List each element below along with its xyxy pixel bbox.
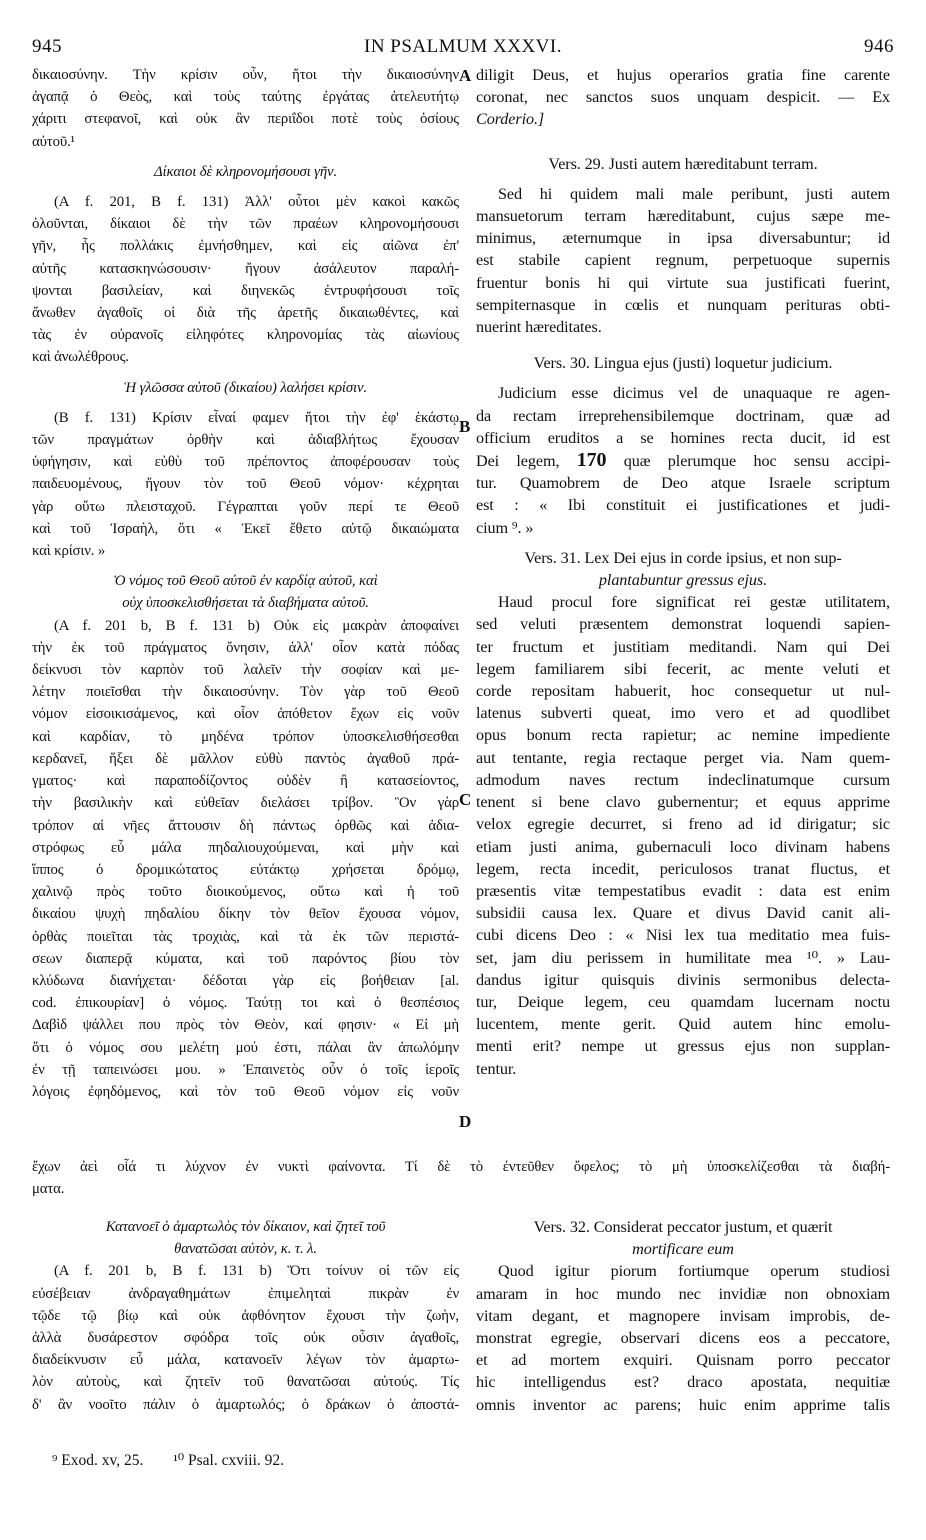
latin-text-line: aut tentante, regia rectaque perget via. Nam quem- bbox=[476, 748, 890, 767]
latin-text-line: Haud procul fore significat rei gestæ utilitatem, bbox=[498, 593, 890, 612]
greek-text-line: (A f. 201 b, B f. 131 b) Ὅτι τοίνυν οἱ τῶν εἰς bbox=[54, 1263, 459, 1280]
greek-text-line: δικαίου ψυχὴ πηδαλίου δίκην τὸν θεῖον ἔχουσα νόμον, bbox=[32, 906, 459, 923]
full-width-greek-line bbox=[32, 1156, 890, 1200]
latin-text-line: ter fructum et justitiam meditandi. Nam qui Dei bbox=[476, 637, 890, 656]
greek-text-line: τῶν πραγμάτων ὀρθὴν καὶ ἀδιαβλήτως ἔχουσαν bbox=[32, 432, 459, 449]
latin-text-line bbox=[476, 145, 890, 153]
margin-letter-b: B bbox=[459, 417, 471, 436]
greek-text-line: ὑφήγησιν, καὶ εὐθὺ τοῦ πρέποντος ἀποφέρουσαν τοὺς bbox=[32, 454, 459, 471]
latin-text-line: lucentem, mente gerit. Quid autem hinc emolu- bbox=[476, 1015, 890, 1034]
greek-text-line: ὅτι ὁ νόμος σου μελέτη μού ἐστι, πάλαι ἂν ἀπωλόμην bbox=[32, 1039, 459, 1056]
greek-text-line: τὰς ἐν οὐρανοῖς εἰληφότες κληρονομίας τὰς αἰωνίους bbox=[32, 327, 459, 344]
margin-letter-c: C bbox=[459, 790, 472, 809]
latin-text-line: omnis inventor ac parens; huic enim apprime talis bbox=[476, 1395, 890, 1414]
latin-text-line: et ad mortem exquiri. Quisnam porro peccator bbox=[476, 1351, 890, 1370]
latin-text-line: coronat, nec sanctos suos unquam despicit. — Ex bbox=[476, 88, 890, 107]
latin-text-line bbox=[476, 131, 890, 145]
latin-text-line: nuerint hæreditates. bbox=[476, 318, 602, 337]
latin-text-line: da rectam irreprehensibilemque doctrinam, quæ ad bbox=[476, 406, 890, 425]
greek-text-line: (B f. 131) Κρίσιν εἶναί φαμεν ἤτοι τὴν ἐφ' ἑκάστῳ bbox=[54, 409, 459, 426]
greek-text-line: χάριτι στεφανοῖ, καὶ οὐκ ἂν περιΐδοι ποτὲ τοὺς ὁσίους bbox=[32, 111, 459, 128]
greek-text-line: κερδανεῖ, ἥξει δὲ μᾶλλον εὐθὺ παντὸς ἀγαθοῦ πρά- bbox=[32, 750, 459, 767]
latin-text-line: sed veluti præsentem demonstrat loquendi sapien- bbox=[476, 615, 890, 634]
greek-text-line: τὴν ἐκ τοῦ πράγματος ὄνησιν, ἀλλ' οἷον κατὰ πόδας bbox=[32, 639, 459, 656]
greek-text-line: λέτην ποιεῖσθαι τὴν δικαιοσύνην. Τὸν γὰρ τοῦ Θεοῦ bbox=[32, 684, 459, 701]
right-page-number: 946 bbox=[864, 36, 894, 57]
greek-text-line: σεων διαπερᾷ κύματα, καὶ τοῦ παρόντος βίου τὸν bbox=[32, 950, 459, 967]
latin-column bbox=[476, 64, 890, 1080]
greek-text-line: οὐχ ὑποσκελισθήσεται τὰ διαβήματα αὐτοῦ. bbox=[122, 595, 369, 612]
greek-text-line: κλύδωνα διανήχεται· δέδοται γὰρ εἰς βοήθειαν [al. bbox=[32, 972, 459, 989]
latin-text-line bbox=[476, 374, 890, 382]
latin-text-line: opus bonum recta rapietur; ac nemine impediente bbox=[476, 726, 890, 745]
latin-text-line: admodum naves rectum indeclinatumque cursum bbox=[476, 770, 890, 789]
latin-text-line: cubi dicens Deo : « Nisi lex tua meditatio mea fuis- bbox=[476, 926, 890, 945]
greek-text-line bbox=[32, 562, 459, 570]
latin-text-line: Corderio.] bbox=[476, 110, 545, 129]
latin-text-line: legem, recta incedit, periculosos tranat fluctus, et bbox=[476, 859, 890, 878]
latin-text-line: est : « Ibi constituit ei justificationes et judi- bbox=[476, 496, 890, 515]
greek-text-line: τρόπον αἱ νῆες ἄττουσιν δὴ πάντως ὀρθῶς καὶ ἀδια- bbox=[32, 817, 459, 834]
greek-text-line: χαλινῷ πρὸς τοῦτο διοικούμενος, οὕτω καὶ ἡ τοῦ bbox=[32, 884, 459, 901]
full-width-line: ματα. bbox=[32, 1181, 65, 1198]
greek-text-line: λόγοις ἐφηδόμενος, καὶ τὸν τοῦ Θεοῦ νόμον εἰς νοῦν bbox=[32, 1083, 459, 1100]
greek-text-line: δείκνυσι τὸν καρπὸν τοῦ λαλεῖν τὴν σοφίαν καὶ με- bbox=[32, 662, 459, 679]
latin-text-line: tentur. bbox=[476, 1059, 517, 1078]
latin-text-line: mortificare eum bbox=[632, 1240, 734, 1259]
latin-text-line: Vers. 32. Considerat peccator justum, et quærit bbox=[533, 1218, 833, 1236]
footnote: ¹⁰ Psal. cxviii. 92. bbox=[173, 1452, 284, 1469]
greek-text-line: Ἡ γλῶσσα αὐτοῦ (δικαίου) λαλήσει κρίσιν. bbox=[124, 379, 367, 396]
latin-text-line: dandus igitur quisquis divinis sermonibus delecta- bbox=[476, 970, 890, 989]
footnotes bbox=[52, 1451, 310, 1470]
latin-text-line: tur, Deique legem, ceu quamdam lucernam noctu bbox=[476, 992, 890, 1011]
greek-text-line: (A f. 201, B f. 131) Ἀλλ' οὗτοι μὲν κακοὶ κακῶς bbox=[54, 194, 459, 211]
latin-text-line bbox=[476, 539, 890, 547]
latin-text-line: sempiternasque in cœlis et nunquam perituras obti- bbox=[476, 295, 890, 314]
latin-text-line: est stabile capient regnum, perpetuoque supernis bbox=[476, 251, 890, 270]
greek-text-line: εὐσέβειαν ἀνδραγαθημάτων ἐπιμεληταὶ πικρὰν ἐν bbox=[32, 1285, 459, 1302]
latin-text-line: etiam justi anima, gubernaculi loco divinam habens bbox=[476, 837, 890, 856]
greek-text-line bbox=[32, 369, 459, 377]
greek-text-line: γῆν, ἧς πολλάκις ἐμνήσθημεν, καὶ εἰς αἰῶνα ἐπ' bbox=[32, 238, 459, 255]
greek-text-line: ἀλλὰ δυσάρεστον σφόδρα τοῖς οὐκ οὖσιν ἀγαθοῖς, bbox=[32, 1330, 459, 1347]
latin-text-line: plantabuntur gressus ejus. bbox=[598, 571, 768, 590]
latin-text-line bbox=[476, 338, 890, 352]
greek-text-line: αὐτῆς κατασκηνώσουσιν· ἤγουν ἀσάλευτον παραλή- bbox=[32, 260, 459, 277]
latin-text-line: tenent si bene clavo gubernentur; et equus apprime bbox=[476, 793, 890, 812]
full-width-line: ἔχων ἀεὶ οἷά τι λύχνον ἐν νυκτὶ φαίνοντα. Τί δὲ τὸ ἐντεῦθεν ὄφελος; τὸ μὴ ὑποσκελίζεσθαι τὰ διαβή- bbox=[32, 1159, 890, 1175]
greek-text-line: παιδευομένους, ἤγουν τὸν τοῦ Θεοῦ νόμον· κέχρηται bbox=[32, 476, 459, 493]
latin-text-line: amaram in hoc mundo nec invidiæ non obnoxiam bbox=[476, 1284, 890, 1303]
greek-text-line: τῷδε τῷ βίῳ καὶ οὐκ ἀφθόνητον ἔχουσι τὴν ζωὴν, bbox=[32, 1307, 459, 1324]
column-number: 170 bbox=[576, 449, 607, 472]
latin-text-line: latenus subverti queat, imo vero et ad quodlibet bbox=[476, 704, 890, 723]
greek-text-line: ἐν τῇ ταπεινώσει μου. » Ἐπαινετὸς οὖν ὁ τοῖς ἱεροῖς bbox=[32, 1061, 459, 1078]
greek-text-line: αὐτοῦ.¹ bbox=[32, 133, 75, 150]
greek-text-line: Ὁ νόμος τοῦ Θεοῦ αὐτοῦ ἐν καρδίᾳ αὐτοῦ, καὶ bbox=[113, 573, 378, 590]
greek-text-line bbox=[32, 399, 459, 407]
greek-text-line: ἄνωθεν ἀγαθοῖς οἱ διὰ τῆς ἀρετῆς δικαιωθέντες, καὶ bbox=[32, 305, 459, 322]
latin-text-line: Judicium esse dicimus vel de unaquaque re agen- bbox=[498, 384, 890, 403]
latin-text-line: subsidii causa lex. Quare et divus David canit ali- bbox=[476, 904, 890, 923]
footnote: ⁹ Exod. xv, 25. bbox=[52, 1452, 144, 1469]
latin-text-line: cium ⁹. » bbox=[476, 518, 534, 537]
greek-text-line: καὶ τοῦ Ἰσραὴλ, ὅτι « Ἐκεῖ ἔθετο αὐτῷ δικαιώματα bbox=[32, 520, 459, 537]
latin-text-line: fruentur bonis hi qui virtute sua justificati fuerint, bbox=[476, 273, 890, 292]
latin-text-line: velox egregie decurret, si freno ad id dirigatur; sic bbox=[476, 815, 890, 834]
greek-text-line: cod. ἐπικουρίαν] ὁ νόμος. Ταύτῃ τοι καὶ ὁ θεσπέσιος bbox=[32, 995, 459, 1012]
margin-letter-d: D bbox=[459, 1112, 472, 1131]
latin-text-line: diligit Deus, et hujus operarios gratia fine carente bbox=[476, 66, 890, 84]
running-title: IN PSALMUM XXXVI. bbox=[364, 36, 562, 57]
latin-bottom-column bbox=[476, 1216, 890, 1416]
latin-text-line: præsentis vitæ tempestatibus evadit : data est enim bbox=[476, 881, 890, 900]
greek-text-line: διαδείκνυσιν εὖ μάλα, κατανοεῖν λέγων τὸν ἁμαρτω- bbox=[32, 1352, 459, 1369]
greek-text-line bbox=[32, 183, 459, 191]
latin-text-line: set, jam diu perissem in humilitate mea ¹⁰. » Lau- bbox=[476, 948, 890, 967]
greek-text-line: νόμον εἰσοικισάμενος, καὶ οἷον ἀπόθετον ἔχων εἰς νοῦν bbox=[32, 706, 459, 723]
greek-text-line: καὶ ἀνωλέθρους. bbox=[32, 349, 129, 366]
greek-text-line: ψονται βασιλείαν, καὶ διηνεκῶς ἐντρυφήσουσι τοῖς bbox=[32, 282, 459, 299]
latin-text-line bbox=[476, 175, 890, 183]
greek-text-line: Δίκαιοι δὲ κληρονομήσουσι γῆν. bbox=[153, 163, 337, 180]
greek-text-line: γὰρ οὕτω πλεισταχοῦ. Γέγραπται γοῦν περί τε Θεοῦ bbox=[32, 498, 459, 515]
greek-text-line: ὀλοῦνται, δίκαιοι δὲ τὴν τῶν πραέων κληρονομήσουσι bbox=[32, 216, 459, 233]
greek-text-line: ἀγαπᾷ ὁ Θεὸς, καὶ τοὺς ταύτης ἐργάτας ἀτελευτήτῳ bbox=[32, 89, 459, 106]
latin-text-line: corde repositam habuerit, hoc consequetur ut nul- bbox=[476, 682, 890, 701]
latin-text-line: monstrat egregie, observari dicens eos a peccatore, bbox=[476, 1329, 890, 1348]
greek-text-line: λὸν αὐτοὺς, καὶ ζητεῖν τοῦ θανατῶσαι αὐτούς. Τίς bbox=[32, 1374, 459, 1391]
greek-text-line: δικαιοσύνην. Τὴν κρίσιν οὖν, ἤτοι τὴν δικαιοσύνην bbox=[32, 67, 459, 83]
greek-text-line: θανατῶσαι αὐτὸν, κ. τ. λ. bbox=[174, 1241, 317, 1258]
greek-text-line: Κατανοεῖ ὁ ἁμαρτωλὸς τὸν δίκαιον, καὶ ζητεῖ τοῦ bbox=[105, 1219, 386, 1235]
greek-text-line: στρόφως εὖ μάλα πηδαλιουχούμεναι, καὶ μὴν καὶ bbox=[32, 839, 459, 856]
latin-text-line: Dei legem, 170 quæ plerumque hoc sensu accipi- bbox=[476, 449, 891, 472]
left-page-number: 945 bbox=[32, 36, 62, 57]
greek-text-line: Δαβὶδ ψάλλει που πρὸς τὸν Θεὸν, καί φησιν· « Εἰ μὴ bbox=[32, 1017, 459, 1034]
greek-column bbox=[32, 64, 459, 1103]
greek-text-line: καὶ καρδίαν, τὸ μηδένα τρόπον ὑποσκελισθήσεσθαι bbox=[32, 728, 459, 745]
greek-text-line bbox=[32, 153, 459, 161]
margin-letter-a: A bbox=[459, 66, 472, 85]
greek-text-line: ἵππος ὁ δρομικώτατος εὐτάκτῳ χρήσεται δρόμῳ, bbox=[32, 861, 459, 878]
greek-text-line: καὶ κρίσιν. » bbox=[32, 543, 106, 560]
greek-text-line: γματος· καὶ παραποδίζοντος οὐδὲν ἢ κατασείοντος, bbox=[32, 773, 459, 790]
latin-text-line: mansuetorum terram hæreditabunt, cujus sæpe me- bbox=[476, 207, 890, 226]
latin-text-line: Vers. 30. Lingua ejus (justi) loquetur judicium. bbox=[533, 354, 833, 373]
latin-text-line: legem familiarem sibi fecerit, ac mente veluti et bbox=[476, 659, 890, 678]
greek-text-line: (A f. 201 b, B f. 131 b) Οὐκ εἰς μακρὰν ἀποφαίνει bbox=[54, 617, 459, 634]
latin-text-line: Quod igitur piorum fortiumque operum studiosi bbox=[498, 1262, 890, 1281]
greek-text-line: δ' ἂν νοοῖτο πάλιν ὁ ἁμαρτωλός; ὁ δράκων ὁ ἀποστά- bbox=[32, 1396, 459, 1413]
latin-text-line: Vers. 29. Justi autem hæreditabunt terram. bbox=[548, 154, 818, 173]
latin-text-line: tur. Quamobrem de Deo atque Israele scriptum bbox=[476, 474, 890, 493]
greek-text-line: ὀρθὰς ποιεῖται τὰς τροχιὰς, καὶ τὰ ἐκ τῶν περιστά- bbox=[32, 928, 459, 945]
latin-text-line: minimus, æternumque in ipsa diversabuntur; id bbox=[476, 229, 890, 248]
greek-bottom-column bbox=[32, 1216, 459, 1416]
latin-text-line: Vers. 31. Lex Dei ejus in corde ipsius, et non sup- bbox=[524, 548, 842, 567]
greek-text-line: τὴν βασιλικὴν καὶ εὐθεῖαν διελάσει τρίβον. Ὃν γὰρ bbox=[32, 795, 459, 812]
latin-text-line: Sed hi quidem mali male peribunt, justi autem bbox=[498, 184, 890, 203]
latin-text-line: officium eruditos a se homines recta ducit, id est bbox=[476, 428, 890, 447]
latin-text-line: menti erit? nempe ut gressus ejus non supplan- bbox=[476, 1037, 890, 1056]
latin-text-line: vitam degant, et magnopere invisam improbis, de- bbox=[476, 1306, 890, 1325]
latin-text-line: hic intelligendus est? draco apostata, nequitiæ bbox=[476, 1373, 890, 1392]
